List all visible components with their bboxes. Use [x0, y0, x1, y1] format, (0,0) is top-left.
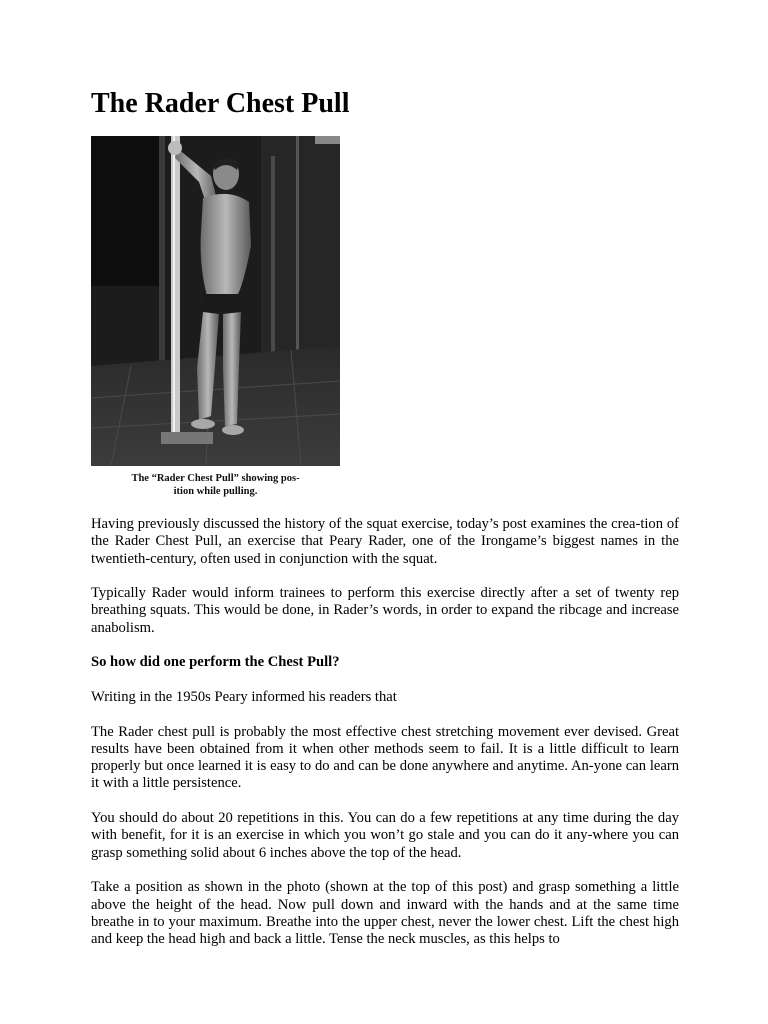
caption-line: The “Rader Chest Pull” showing pos-	[131, 473, 300, 484]
body-paragraph: Typically Rader would inform trainees to perform this exercise directly after a set of twenty rep breathing squats. This would be done, in Rader’s words, in order to expand the ribcage and increase anabolism.	[91, 585, 679, 636]
article-body	[91, 516, 679, 948]
quote-paragraph: You should do about 20 repetitions in this. You can do a few repetitions at any time during the day with benefit, for it is an exercise in which you won’t go stale and you can do it any-where you can grasp something solid about 6 inches above the top of the head.	[91, 810, 679, 861]
intro-paragraph: Having previously discussed the history of the squat exercise, today’s post examines the crea-tion of the Rader Chest Pull, an exercise that Peary Rader, one of the Irongame’s biggest names in the twentieth-century, often used in conjunction with the squat.	[91, 516, 679, 567]
body-paragraph: Writing in the 1950s Peary informed his readers that	[91, 688, 397, 705]
page-title: The Rader Chest Pull	[91, 88, 350, 119]
photo-image	[91, 136, 340, 466]
exercise-photo	[91, 136, 340, 503]
photo-caption	[91, 472, 340, 498]
quote-paragraph: Take a position as shown in the photo (shown at the top of this post) and grasp something a little above the height of the head. Now pull down and inward with the hands and at the same time breathe in to your maximum. Breathe into the upper chest, never the lower chest. Lift the chest high and keep the head high and back a little. Tense the neck muscles, as this helps to	[91, 879, 679, 948]
caption-line: ition while pulling.	[173, 486, 258, 497]
section-heading: So how did one perform the Chest Pull?	[91, 654, 340, 671]
quote-paragraph: The Rader chest pull is probably the most effective chest stretching movement ever devised. Great results have been obtained from it when other methods seem to fail. It is a little difficult to learn properly but once learned it is easy to do and can be done anywhere and anytime. An-yone can learn it with a little persistence.	[91, 723, 679, 792]
